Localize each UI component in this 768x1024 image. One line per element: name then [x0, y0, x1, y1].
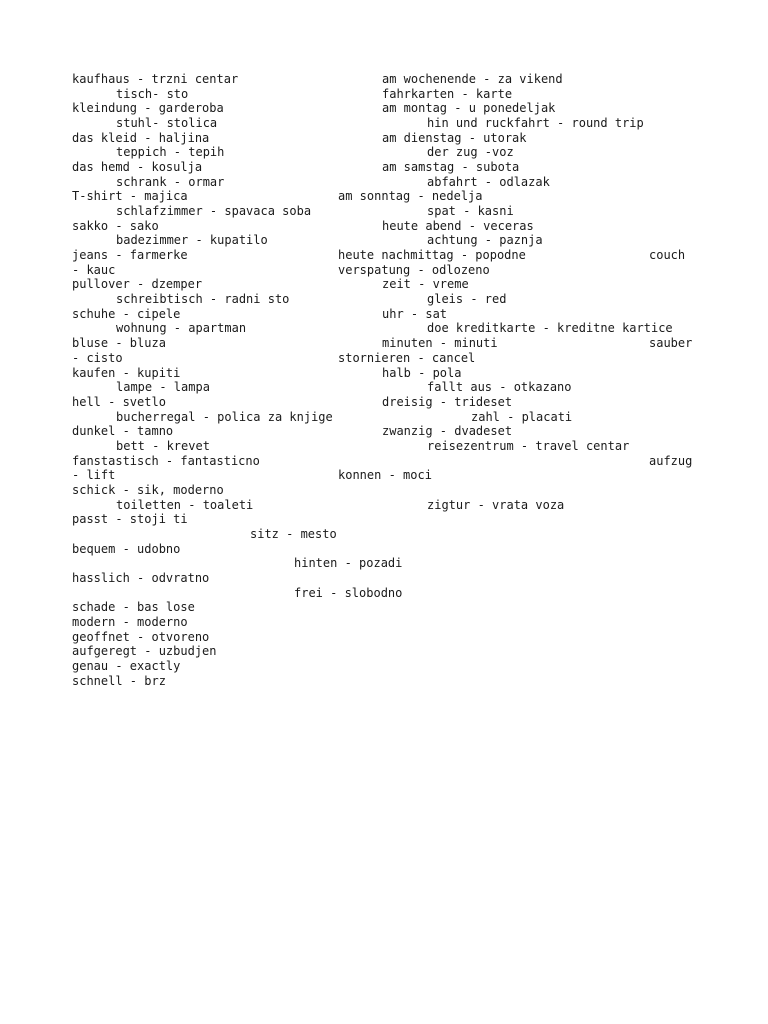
- text-line: am sonntag - nedelja: [338, 189, 483, 203]
- text-line: badezimmer - kupatilo: [116, 233, 268, 247]
- text-line: tisch- sto: [116, 87, 189, 101]
- text-line: zwanzig - dvadeset: [382, 424, 513, 438]
- text-line: aufzug: [649, 454, 693, 468]
- text-line: achtung - paznja: [427, 233, 543, 247]
- text-line: bluse - bluza: [72, 336, 166, 350]
- text-line: T-shirt - majica: [72, 189, 188, 203]
- text-line: geoffnet - otvoreno: [72, 630, 210, 644]
- text-line: zahl - placati: [471, 410, 573, 424]
- text-line: sauber: [649, 336, 693, 350]
- text-line: pullover - dzemper: [72, 277, 203, 291]
- text-line: lampe - lampa: [116, 380, 210, 394]
- text-line: bucherregal - polica za knjige: [116, 410, 333, 424]
- text-line: halb - pola: [382, 366, 462, 380]
- text-line: uhr - sat: [382, 307, 448, 321]
- text-line: hell - svetlo: [72, 395, 166, 409]
- text-line: heute abend - veceras: [382, 219, 534, 233]
- text-line: kleindung - garderoba: [72, 101, 224, 115]
- text-line: bett - krevet: [116, 439, 210, 453]
- text-line: minuten - minuti: [382, 336, 498, 350]
- text-line: schick - sik, moderno: [72, 483, 224, 497]
- text-line: modern - moderno: [72, 615, 188, 629]
- text-line: kaufen - kupiti: [72, 366, 181, 380]
- text-line: aufgeregt - uzbudjen: [72, 644, 217, 658]
- text-line: - cisto: [72, 351, 123, 365]
- text-line: couch: [649, 248, 686, 262]
- text-line: abfahrt - odlazak: [427, 175, 550, 189]
- text-line: kaufhaus - trzni centar: [72, 72, 239, 86]
- text-line: hin und ruckfahrt - round trip: [427, 116, 644, 130]
- text-line: reisezentrum - travel centar: [427, 439, 630, 453]
- text-line: - lift: [72, 468, 116, 482]
- text-line: spat - kasni: [427, 204, 514, 218]
- text-line: - kauc: [72, 263, 116, 277]
- text-line: am samstag - subota: [382, 160, 520, 174]
- text-line: heute nachmittag - popodne: [338, 248, 526, 262]
- text-line: fanstastisch - fantasticno: [72, 454, 260, 468]
- text-line: verspatung - odlozeno: [338, 263, 490, 277]
- text-line: toiletten - toaleti: [116, 498, 254, 512]
- text-line: hinten - pozadi: [294, 556, 403, 570]
- text-line: jeans - farmerke: [72, 248, 188, 262]
- text-line: frei - slobodno: [294, 586, 403, 600]
- text-line: hasslich - odvratno: [72, 571, 210, 585]
- text-line: teppich - tepih: [116, 145, 225, 159]
- text-line: stuhl- stolica: [116, 116, 218, 130]
- text-line: das kleid - haljina: [72, 131, 210, 145]
- text-line: schade - bas lose: [72, 600, 195, 614]
- text-line: fallt aus - otkazano: [427, 380, 572, 394]
- text-line: fahrkarten - karte: [382, 87, 513, 101]
- text-line: schrank - ormar: [116, 175, 225, 189]
- text-line: der zug -voz: [427, 145, 514, 159]
- text-line: wohnung - apartman: [116, 321, 247, 335]
- text-line: passt - stoji ti: [72, 512, 188, 526]
- text-line: zeit - vreme: [382, 277, 469, 291]
- text-line: dreisig - trideset: [382, 395, 513, 409]
- text-line: gleis - red: [427, 292, 507, 306]
- text-line: schreibtisch - radni sto: [116, 292, 290, 306]
- text-line: doe kreditkarte - kreditne kartice: [427, 321, 673, 335]
- text-line: schlafzimmer - spavaca soba: [116, 204, 312, 218]
- text-line: am montag - u ponedeljak: [382, 101, 556, 115]
- text-line: stornieren - cancel: [338, 351, 476, 365]
- text-line: schnell - brz: [72, 674, 166, 688]
- text-line: schuhe - cipele: [72, 307, 181, 321]
- text-line: das hemd - kosulja: [72, 160, 203, 174]
- text-line: dunkel - tamno: [72, 424, 174, 438]
- text-line: genau - exactly: [72, 659, 181, 673]
- text-line: am dienstag - utorak: [382, 131, 527, 145]
- text-line: bequem - udobno: [72, 542, 181, 556]
- text-line: zigtur - vrata voza: [427, 498, 565, 512]
- text-line: am wochenende - za vikend: [382, 72, 563, 86]
- text-line: konnen - moci: [338, 468, 432, 482]
- text-line: sitz - mesto: [250, 527, 337, 541]
- text-line: sakko - sako: [72, 219, 159, 233]
